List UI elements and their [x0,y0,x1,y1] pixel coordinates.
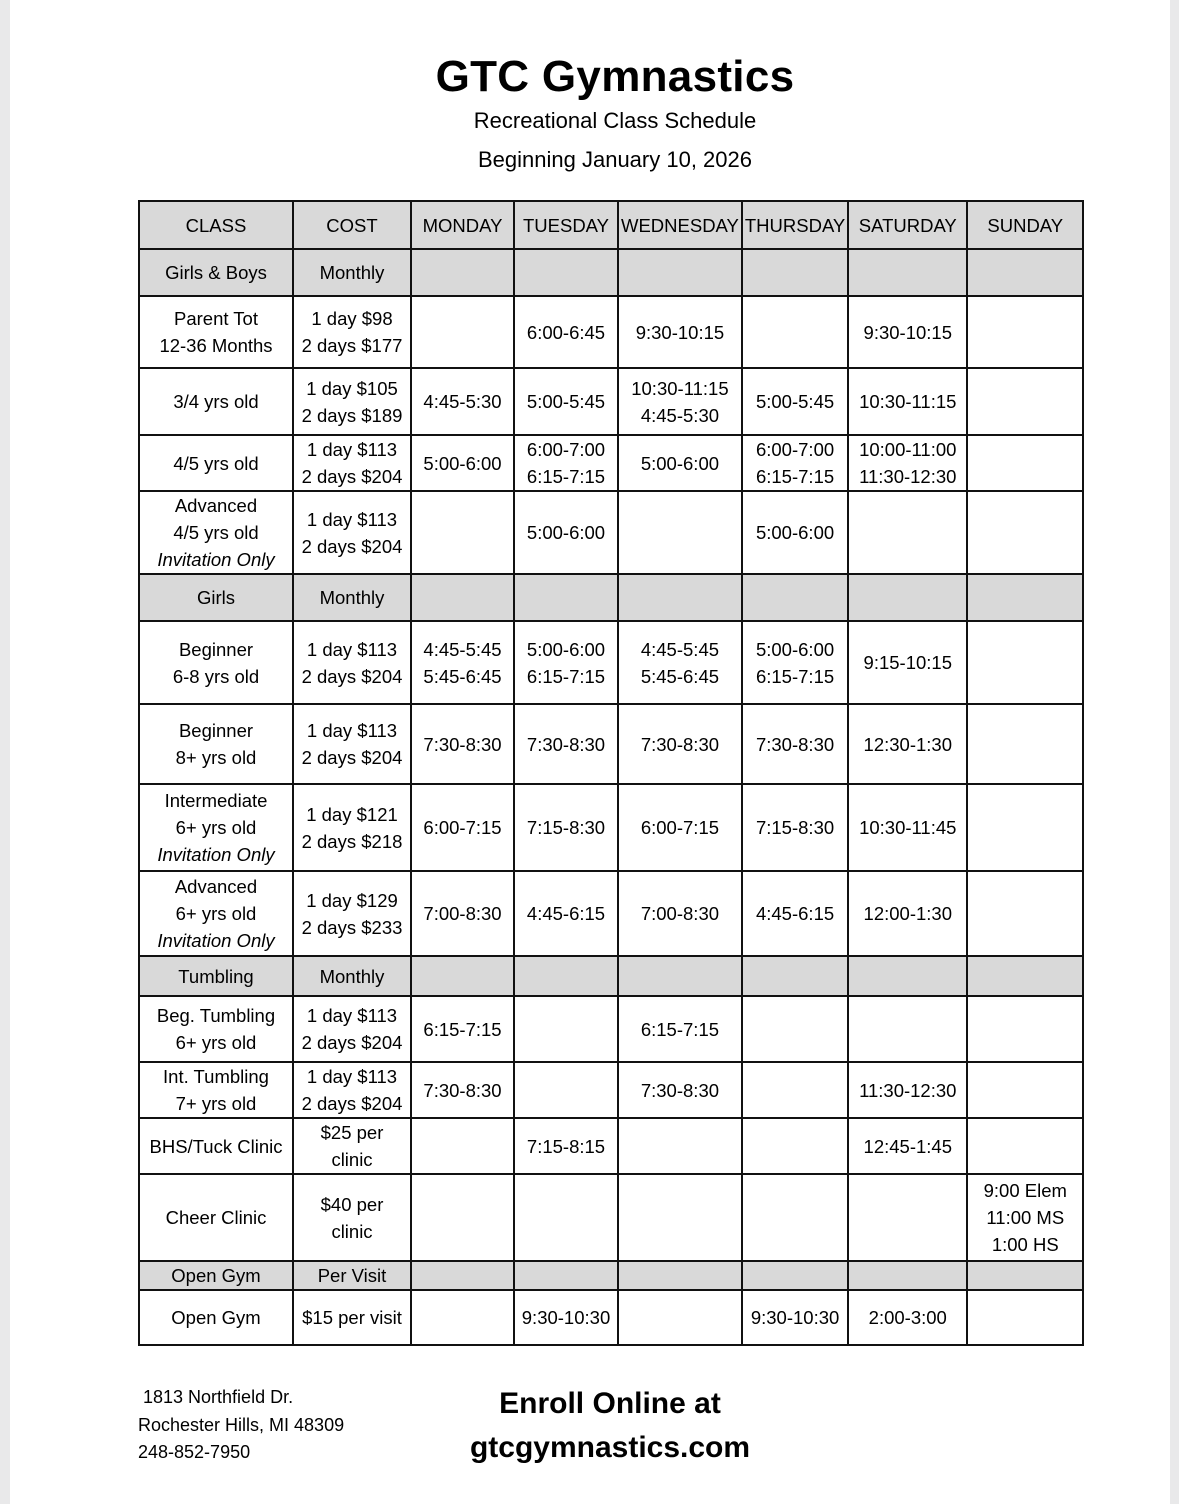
time-slot: 12:00-1:30 [863,903,952,924]
empty-cell [618,956,742,996]
cost-line: 1 day $113 [306,1005,398,1026]
time-slot: 7:30-8:30 [640,733,720,755]
time-slot: 6:00-6:45 [526,321,606,343]
class-name-cell [139,296,293,368]
column-header: CLASS [139,201,293,249]
time-slot: 5:00-6:00 [526,522,606,543]
time-cell [967,1174,1083,1261]
time-cell [618,621,742,704]
time-slot: 1:00 HS [991,1234,1059,1255]
table-header-row [139,201,1083,249]
time-cell [848,704,967,784]
time-cell [514,784,618,871]
class-name-line: Open Gym [171,1307,261,1328]
cost-line: 1 day $129 [306,889,398,911]
time-cell [411,996,514,1062]
cost-cell [293,996,411,1062]
time-cell [742,491,848,574]
empty-cell [514,249,618,296]
empty-cell [848,249,967,296]
class-name-line: Beg. Tumbling [156,1005,276,1026]
class-name-cell [139,704,293,784]
time-cell [514,296,618,368]
table-row [139,1290,1083,1345]
cost-cell [293,621,411,704]
time-cell [514,996,618,1062]
class-name-cell [139,621,293,704]
time-cell [618,784,742,871]
time-cell [411,621,514,704]
time-cell [848,996,967,1062]
section-cost-header: Per Visit [293,1261,411,1290]
time-slot: 4:45-5:45 [640,638,720,660]
table-row [139,1174,1083,1261]
cost-line: 1 day $113 [306,508,398,530]
class-name-cell [139,1174,293,1261]
time-slot: 7:30-8:30 [423,1079,502,1101]
column-header: MONDAY [411,201,514,249]
time-cell [967,784,1083,871]
time-slot: 10:00-11:00 [859,439,957,460]
time-cell [514,491,618,574]
time-cell [848,491,967,574]
time-slot: 12:30-1:30 [863,733,952,755]
column-header: THURSDAY [742,201,848,249]
cost-cell [293,1062,411,1118]
cost-line: 1 day $113 [306,1066,398,1087]
class-name-line: 7+ yrs old [175,1093,257,1114]
address-city: Rochester Hills, MI 48309 [138,1414,345,1435]
time-cell [411,1062,514,1118]
time-slot: 12:45-1:45 [863,1135,952,1157]
class-name-line: 6+ yrs old [175,1032,257,1053]
table-row [139,621,1083,704]
cost-line: 1 day $113 [306,439,398,460]
time-slot: 5:00-5:45 [526,391,606,412]
empty-cell [618,574,742,621]
time-slot: 9:15-10:15 [863,652,952,673]
time-cell [411,368,514,435]
time-cell [742,1174,848,1261]
cost-line: $15 per visit [302,1307,402,1328]
time-slot: 9:30-10:30 [521,1307,611,1328]
cost-line: 2 days $177 [301,335,403,356]
time-cell [514,1174,618,1261]
time-cell [514,621,618,704]
column-header: TUESDAY [514,201,618,249]
cost-cell [293,1174,411,1261]
cost-line: 2 days $218 [301,830,403,852]
section-header-row [139,574,1083,621]
time-cell [618,704,742,784]
time-cell [514,871,618,956]
empty-cell [848,956,967,996]
empty-cell [742,956,848,996]
time-cell [742,435,848,491]
time-cell [848,1290,967,1345]
cost-line: 2 days $204 [301,535,403,557]
time-slot: 5:00-6:00 [640,452,720,474]
time-slot: 11:00 MS [986,1207,1065,1228]
class-name-line: Intermediate [164,790,268,811]
time-cell [618,871,742,956]
time-slot: 9:30-10:15 [863,321,952,343]
time-cell [411,784,514,871]
time-slot: 6:00-7:00 [526,439,606,460]
class-name-line: 6+ yrs old [175,817,257,838]
time-cell [848,1062,967,1118]
time-cell [514,435,618,491]
time-slot: 11:30-12:30 [859,1079,957,1101]
table-row [139,871,1083,956]
time-cell [618,296,742,368]
time-slot: 2:00-3:00 [868,1307,947,1328]
table-row [139,368,1083,435]
time-cell [848,871,967,956]
section-name: Girls & Boys [139,249,293,296]
time-cell [967,1290,1083,1345]
time-cell [411,296,514,368]
time-cell [618,368,742,435]
section-name: Tumbling [139,956,293,996]
cost-cell [293,1118,411,1174]
empty-cell [411,574,514,621]
time-slot: 10:30-11:15 [859,391,957,412]
time-slot: 6:15-7:15 [755,466,835,487]
time-slot: 6:15-7:15 [526,466,606,487]
section-header-row [139,956,1083,996]
class-name-line: Beginner [178,720,254,741]
cost-cell [293,871,411,956]
class-schedule-table [138,200,1084,1346]
class-name-line: Cheer Clinic [165,1207,267,1228]
class-name-line: 3/4 yrs old [173,391,259,412]
time-slot: 5:45-6:45 [423,665,502,687]
time-cell [411,435,514,491]
class-name-line: BHS/Tuck Clinic [149,1135,283,1157]
column-header: SATURDAY [848,201,967,249]
class-name-cell [139,435,293,491]
section-name: Open Gym [139,1261,293,1290]
cost-line: 2 days $189 [301,404,403,426]
empty-cell [967,956,1083,996]
time-slot: 6:15-7:15 [755,665,835,687]
time-slot: 7:15-8:15 [526,1135,606,1157]
time-cell [967,704,1083,784]
time-slot: 5:00-6:00 [526,638,606,660]
cost-cell [293,784,411,871]
cost-line: 2 days $204 [301,747,403,768]
empty-cell [411,956,514,996]
empty-cell [742,1261,848,1290]
cost-cell [293,1290,411,1345]
empty-cell [514,1261,618,1290]
time-cell [618,1118,742,1174]
class-name-cell [139,491,293,574]
time-cell [411,1118,514,1174]
cost-cell [293,704,411,784]
empty-cell [618,249,742,296]
start-date: Beginning January 10, 2026 [478,147,752,172]
schedule-body [139,249,1083,1345]
time-cell [967,996,1083,1062]
time-cell [967,871,1083,956]
invitation-note: Invitation Only [157,844,275,865]
time-slot: 7:15-8:30 [526,817,606,838]
time-cell [742,296,848,368]
class-name-line: Advanced [174,495,258,516]
time-cell [848,435,967,491]
cost-line: 2 days $204 [301,1093,403,1114]
page-title: GTC Gymnastics [435,52,795,101]
class-name-line: Beginner [178,638,254,660]
class-name-cell [139,1118,293,1174]
cost-line: 1 day $105 [306,377,398,399]
time-slot: 4:45-5:30 [423,391,502,412]
time-slot: 6:00-7:15 [423,817,502,838]
time-slot: 9:30-10:15 [635,321,725,343]
time-cell [411,1174,514,1261]
class-name-cell [139,996,293,1062]
table-row [139,1062,1083,1118]
cost-cell [293,368,411,435]
time-slot: 7:30-8:30 [755,733,835,755]
time-cell [848,621,967,704]
class-name-line: Int. Tumbling [163,1066,269,1087]
invitation-note: Invitation Only [157,930,275,951]
time-slot: 7:15-8:30 [755,817,835,838]
time-slot: 5:00-6:00 [755,638,835,660]
class-name-cell [139,784,293,871]
time-slot: 6:00-7:00 [755,439,835,460]
class-name-cell [139,871,293,956]
section-name: Girls [139,574,293,621]
time-cell [967,621,1083,704]
empty-cell [618,1261,742,1290]
table-row [139,996,1083,1062]
section-header-row [139,249,1083,296]
time-cell [742,996,848,1062]
time-cell [514,368,618,435]
table-row [139,491,1083,574]
time-cell [514,1062,618,1118]
time-slot: 11:30-12:30 [859,466,957,487]
time-cell [514,704,618,784]
empty-cell [742,574,848,621]
cost-line: 2 days $204 [301,1032,403,1053]
website-link[interactable]: gtcgymnastics.com [469,1431,751,1464]
time-cell [848,368,967,435]
cost-line: 1 day $98 [311,308,393,329]
time-slot: 9:30-10:30 [750,1307,840,1328]
phone-number: 248-852-7950 [138,1442,251,1462]
table-row [139,435,1083,491]
cost-line: 1 day $121 [306,803,398,825]
cost-line: 1 day $113 [306,720,398,741]
table-row [139,704,1083,784]
time-slot: 6:15-7:15 [423,1018,502,1040]
cost-line: 2 days $233 [301,916,403,938]
time-cell [848,1174,967,1261]
empty-cell [848,1261,967,1290]
enroll-callout [430,1382,790,1470]
time-slot: 5:00-6:00 [755,522,835,543]
time-slot: 5:45-6:45 [640,665,720,687]
time-cell [742,871,848,956]
column-header: SUNDAY [967,201,1083,249]
time-cell [742,704,848,784]
class-name-line: 6+ yrs old [175,903,257,924]
time-cell [742,621,848,704]
section-header-row [139,1261,1083,1290]
time-cell [967,1118,1083,1174]
table-row [139,1118,1083,1174]
column-header: COST [293,201,411,249]
time-slot: 10:30-11:45 [859,817,957,838]
time-slot: 6:00-7:15 [640,817,720,838]
table-row [139,784,1083,871]
cost-cell [293,491,411,574]
time-slot: 9:00 Elem [983,1180,1067,1201]
time-cell [411,704,514,784]
class-name-cell [139,1062,293,1118]
time-cell [618,1062,742,1118]
time-cell [967,1062,1083,1118]
page-subtitle: Recreational Class Schedule [473,108,757,133]
time-cell [618,435,742,491]
schedule-page [10,0,1170,1504]
section-cost-header: Monthly [293,574,411,621]
enroll-text: Enroll Online at [499,1387,721,1420]
time-cell [742,368,848,435]
time-slot: 7:30-8:30 [640,1079,720,1101]
time-cell [411,491,514,574]
time-slot: 7:30-8:30 [423,733,502,755]
class-name-line: 12-36 Months [159,335,273,356]
cost-line: 2 days $204 [301,466,403,487]
time-slot: 4:45-5:45 [423,638,502,660]
class-name-line: 4/5 yrs old [173,522,259,543]
time-cell [742,1290,848,1345]
time-cell [848,296,967,368]
table-row [139,296,1083,368]
class-name-cell [139,368,293,435]
time-slot: 10:30-11:15 [631,377,729,399]
empty-cell [514,574,618,621]
time-slot: 5:00-6:00 [423,452,502,474]
empty-cell [411,249,514,296]
time-cell [967,296,1083,368]
cost-line: clinic [331,1220,373,1242]
time-cell [742,784,848,871]
class-name-line: 6-8 yrs old [172,665,260,687]
time-cell [411,1290,514,1345]
invitation-note: Invitation Only [157,549,275,570]
address-block [138,1384,344,1467]
class-name-line: 8+ yrs old [175,747,257,768]
time-cell [967,435,1083,491]
time-cell [848,1118,967,1174]
time-slot: 4:45-5:30 [640,404,720,426]
cost-line: $25 per [320,1122,384,1143]
section-cost-header: Monthly [293,956,411,996]
column-header: WEDNESDAY [618,201,742,249]
empty-cell [967,574,1083,621]
empty-cell [848,574,967,621]
time-cell [514,1290,618,1345]
cost-line: $40 per [320,1193,384,1215]
time-cell [411,871,514,956]
time-slot: 6:15-7:15 [640,1018,720,1040]
cost-line: clinic [331,1149,373,1170]
empty-cell [967,1261,1083,1290]
section-cost-header: Monthly [293,249,411,296]
class-name-line: Parent Tot [174,308,258,329]
time-slot: 7:30-8:30 [526,733,606,755]
time-cell [514,1118,618,1174]
empty-cell [514,956,618,996]
time-cell [618,996,742,1062]
time-slot: 4:45-6:15 [755,903,835,924]
class-name-line: 4/5 yrs old [173,452,259,474]
time-cell [618,491,742,574]
time-cell [742,1062,848,1118]
time-slot: 6:15-7:15 [526,665,606,687]
empty-cell [742,249,848,296]
time-slot: 5:00-5:45 [755,391,835,412]
empty-cell [967,249,1083,296]
time-cell [967,491,1083,574]
empty-cell [411,1261,514,1290]
time-cell [967,368,1083,435]
time-slot: 4:45-6:15 [526,903,606,924]
time-slot: 7:00-8:30 [640,903,720,924]
class-name-cell [139,1290,293,1345]
time-cell [618,1174,742,1261]
cost-line: 1 day $113 [306,638,398,660]
cost-cell [293,435,411,491]
time-slot: 7:00-8:30 [423,903,502,924]
class-name-line: Advanced [174,876,258,897]
address-street: 1813 Northfield Dr. [143,1387,294,1407]
time-cell [742,1118,848,1174]
time-cell [848,784,967,871]
cost-cell [293,296,411,368]
cost-line: 2 days $204 [301,665,403,687]
time-cell [618,1290,742,1345]
